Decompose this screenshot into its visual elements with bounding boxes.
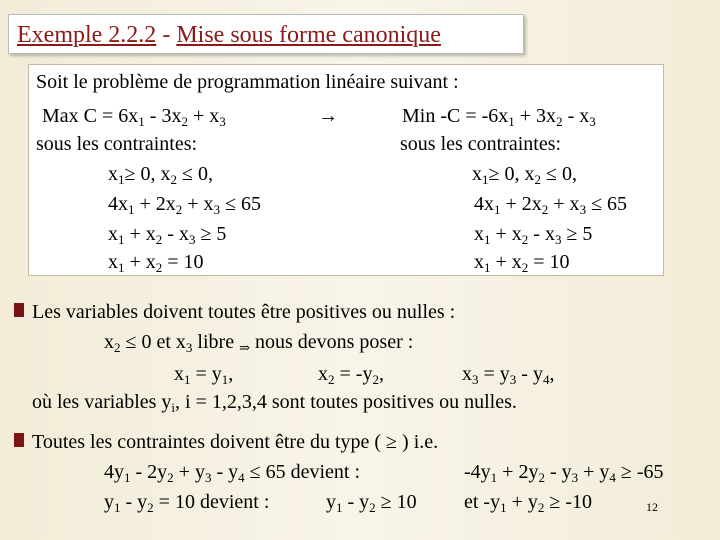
text-run: - y [342,491,370,513]
subscript: 1 [118,232,125,247]
text-run: x [108,251,118,273]
text-run: x [474,251,484,273]
text-run: + x [182,193,214,215]
text-run: x [472,163,482,185]
text-run: = 10 [162,251,204,273]
right-subject-to: sous les contraintes: [400,133,562,155]
subscript: 2 [155,260,163,275]
title-box [8,14,524,54]
subscript: i [171,400,176,415]
subscript: 2 [155,232,163,247]
subscript: 2 [170,172,177,187]
text-run: + y [173,461,205,483]
text-run: + y [578,461,610,483]
text-run: x [318,363,328,385]
subscript: 2 [537,500,545,515]
subscript: 2 [541,202,549,217]
subscript: 2 [328,372,335,387]
substitution-x2 [318,362,384,386]
left-objective [42,104,226,128]
subscript: 1 [336,500,343,515]
right-objective [402,104,596,128]
text-run: ≥ 5 [561,223,593,245]
text-run: - y [544,461,572,483]
text-run: , i = 1,2,3,4 sont toutes positives ou nulles. [175,391,517,413]
subscript: 1 [118,260,125,275]
section2-text: Toutes les contraintes doivent être du type ( ≥ ) i.e. [32,431,439,453]
subscript: 1 [490,470,498,485]
text-run: ≤ 0, [540,163,577,185]
text-run: = 10 devient : [153,491,270,513]
subscript: 1 [128,202,135,217]
subscript: 4 [609,470,616,485]
left-constraint-4 [108,250,204,274]
text-run: -4y [464,461,491,483]
subscript: 2 [369,500,376,515]
right-constraint-2 [474,192,627,216]
section1-line4 [32,390,517,414]
subscript: 1 [494,202,501,217]
text-run: y [104,491,114,513]
text-run: - y [120,491,148,513]
left-subject-to: sous les contraintes: [36,133,198,155]
subscript: 3 [188,232,196,247]
text-run: x [104,331,114,353]
subscript: 1 [124,470,131,485]
subscript: 2 [147,500,154,515]
section2-l1b [464,460,664,484]
section2-l2a [104,490,269,514]
text-run: nous devons poser : [249,331,414,353]
text-run: ≤ 0, [176,163,213,185]
text-run: + 2x [134,193,176,215]
subscript: 2 [521,232,529,247]
text-run: Max C = 6x [42,105,139,127]
text-run: + 2x [500,193,542,215]
section2-l2b [326,490,417,514]
subscript: 3 [589,114,596,129]
text-run: y [326,491,336,513]
text-run: et -y [464,491,501,513]
right-constraint-3 [474,222,592,246]
text-run: x [108,163,118,185]
subscript: 3 [579,202,587,217]
title-prefix: Exemple 2.2.2 [17,22,157,48]
subscript: 1 [508,114,515,129]
subscript: 1 [221,372,229,387]
subscript: ⇒ [239,340,250,355]
problem-intro: Soit le problème de programmation linéaire suivant : [36,71,459,93]
text-run: ≤ 0 et x [120,331,186,353]
text-run: + 3x [514,105,557,127]
title-main: Mise sous forme canonique [176,22,441,48]
text-run: ≥ -65 [615,461,664,483]
subscript: 3 [219,114,226,129]
section1-line2 [104,330,413,354]
subscript: 1 [118,172,125,187]
left-constraint-1 [108,162,213,186]
subscript: 1 [184,372,191,387]
bullet-icon [14,433,24,447]
subscript: 1 [114,500,121,515]
text-run: - x [562,105,590,127]
text-run: ≥ 0, x [124,163,171,185]
subscript: 2 [538,470,545,485]
text-run: + x [124,223,156,245]
subscript: 2 [534,172,541,187]
subscript: 3 [204,470,212,485]
text-run: x [108,223,118,245]
text-run: , [549,363,555,385]
text-run: x [462,363,472,385]
text-run: ≤ 65 [586,193,628,215]
text-run: ≥ 10 [375,491,417,513]
subscript: 3 [554,232,562,247]
text-run: Min -C = -6x [402,105,509,127]
subscript: 1 [482,172,489,187]
subscript: 1 [484,260,491,275]
text-run: + x [548,193,580,215]
subscript: 2 [181,114,188,129]
text-run: ≤ 65 devient : [244,461,361,483]
subscript: 1 [500,500,507,515]
text-run: = -y [334,363,373,385]
section1-text: Les variables doivent toutes être positives ou nulles : [32,301,456,323]
text-run: x [474,223,484,245]
subscript: 2 [175,202,183,217]
text-run: = 10 [528,251,570,273]
left-constraint-3 [108,222,226,246]
text-run: 4x [108,193,128,215]
text-run: - x [162,223,189,245]
text-run: - 3x [144,105,182,127]
page-number: 12 [646,500,658,514]
text-run: ≥ 5 [195,223,227,245]
text-run: ≥ 0, x [488,163,535,185]
text-run: = y [190,363,222,385]
text-run: - 2y [130,461,168,483]
subscript: 3 [571,470,579,485]
subscript: 1 [484,232,491,247]
text-run: 4x [474,193,494,215]
left-constraint-2 [108,192,261,216]
text-run: + x [124,251,156,273]
text-run: , [378,363,384,385]
title-separator: - [156,22,177,48]
text-run: + x [490,251,522,273]
subscript: 2 [556,114,563,129]
subscript: 2 [521,260,529,275]
text-run: ≤ 65 [220,193,262,215]
text-run: - x [528,223,555,245]
subscript: 3 [509,372,517,387]
subscript: 2 [114,340,121,355]
text-run: libre [192,331,240,353]
text-run: + 2y [497,461,539,483]
substitution-x1 [174,362,233,386]
subscript: 4 [542,372,550,387]
subscript: 1 [138,114,145,129]
subscript: 3 [185,340,193,355]
arrow-icon: → [318,105,338,127]
text-run: + x [187,105,220,127]
text-run: ≥ -10 [544,491,593,513]
text-run: = y [478,363,510,385]
text-run: + y [506,491,538,513]
text-run: - y [211,461,239,483]
text-run: 4y [104,461,124,483]
subscript: 3 [472,372,479,387]
subscript: 3 [213,202,221,217]
text-run: + x [490,223,522,245]
substitution-x3 [462,362,554,386]
right-constraint-1 [472,162,577,186]
subscript: 4 [238,470,245,485]
section2-l2c [464,490,592,514]
right-constraint-4 [474,250,570,274]
bullet-icon [14,303,24,317]
text-run: - y [516,363,543,385]
text-run: où les variables y [32,391,172,413]
subscript: 2 [167,470,174,485]
subscript: 2 [372,372,379,387]
slide-title [17,21,441,49]
text-run: x [174,363,184,385]
text-run: , [228,363,234,385]
section2-l1a [104,460,360,484]
